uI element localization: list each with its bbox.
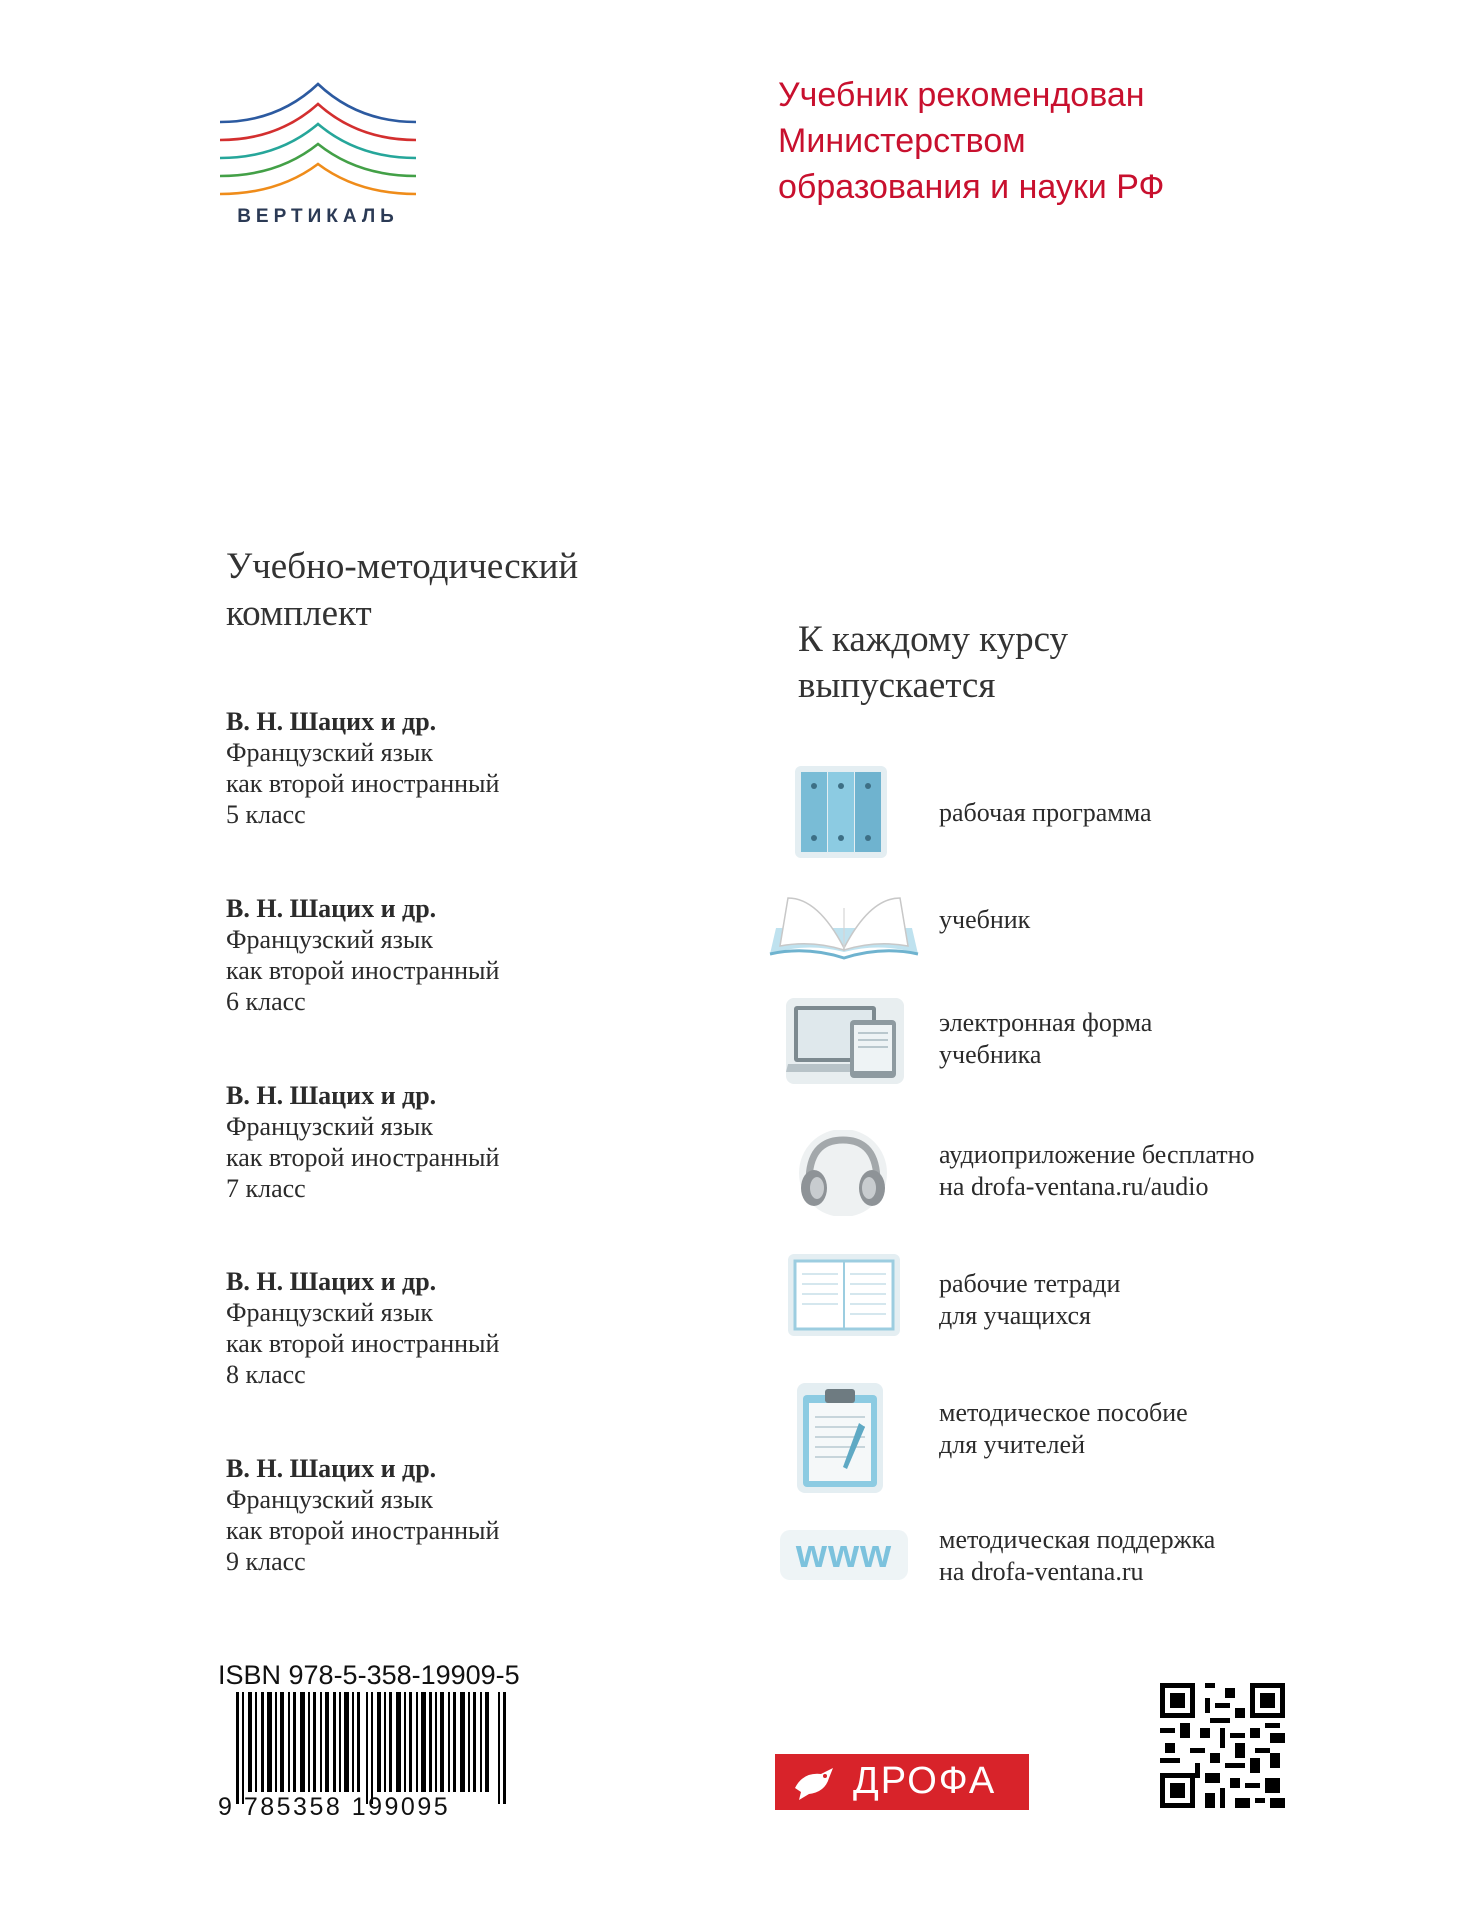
drofa-wordmark: ДРОФА (853, 1760, 997, 1802)
resource-line: на drofa-ventana.ru (939, 1557, 1144, 1586)
book-author: В. Н. Шацих и др. (226, 1267, 437, 1296)
resource-line: методическая поддержка (939, 1525, 1216, 1554)
book-author: В. Н. Шацих и др. (226, 707, 437, 736)
resource-label (939, 797, 1152, 829)
open-book-icon (766, 888, 922, 967)
book-grade: 6 класс (226, 987, 306, 1016)
book-subtitle: как второй иностранный (226, 1329, 500, 1358)
drofa-logo (775, 1754, 1029, 1810)
isbn-label: ISBN 978-5-358-19909-5 (218, 1660, 520, 1690)
vertikal-logo-waves-icon (218, 82, 418, 202)
resource-label (939, 1397, 1188, 1461)
book-author: В. Н. Шацих и др. (226, 1081, 437, 1110)
resource-line: аудиоприложение бесплатно (939, 1140, 1255, 1169)
www-icon (780, 1530, 908, 1580)
book-subtitle: как второй иностранный (226, 769, 500, 798)
recommendation-line: Министерством (778, 122, 1026, 160)
barcode-digits: 9 785358 199095 (218, 1793, 451, 1821)
www-icon-text: www (795, 1532, 893, 1576)
resource-line: для учащихся (939, 1301, 1091, 1330)
book-subject: Французский язык (226, 1298, 434, 1327)
course-title-line: выпускается (798, 665, 996, 706)
resource-line: рабочие тетради (939, 1269, 1121, 1298)
binders-icon (795, 766, 887, 863)
book-entry (226, 1266, 499, 1390)
course-title-line: К каждому курсу (798, 619, 1069, 660)
book-entry (226, 893, 499, 1017)
book-subject: Французский язык (226, 738, 434, 767)
resource-label (939, 1524, 1215, 1588)
book-grade: 8 класс (226, 1360, 306, 1389)
kit-title-line: комплект (226, 593, 372, 634)
book-entry (226, 706, 499, 830)
resource-label (939, 1007, 1152, 1071)
qr-code-icon (1160, 1682, 1285, 1809)
book-author: В. Н. Шацих и др. (226, 1454, 437, 1483)
resource-line: учебник (939, 905, 1031, 934)
bird-icon (785, 1754, 845, 1810)
book-entry (226, 1080, 499, 1204)
book-subject: Французский язык (226, 1485, 434, 1514)
book-grade: 9 класс (226, 1547, 306, 1576)
resource-line: рабочая программа (939, 798, 1152, 827)
resource-line: на drofa-ventana.ru/audio (939, 1172, 1209, 1201)
devices-icon (786, 998, 904, 1089)
barcode-icon (236, 1692, 508, 1804)
book-grade: 5 класс (226, 800, 306, 829)
recommendation-note (778, 72, 1378, 210)
book-subtitle: как второй иностранный (226, 956, 500, 985)
headphones-icon (797, 1130, 889, 1221)
book-grade: 7 класс (226, 1174, 306, 1203)
recommendation-line: Учебник рекомендован (778, 76, 1145, 114)
recommendation-line: образования и науки РФ (778, 168, 1165, 206)
book-subject: Французский язык (226, 1112, 434, 1141)
resource-line: для учителей (939, 1430, 1085, 1459)
kit-title-line: Учебно-методический (226, 546, 579, 587)
kit-title (226, 543, 578, 637)
notebook-icon (788, 1254, 900, 1341)
resource-line: электронная форма (939, 1008, 1153, 1037)
book-subject: Французский язык (226, 925, 434, 954)
clipboard-icon (797, 1383, 883, 1498)
book-entry (226, 1453, 499, 1577)
book-author: В. Н. Шацих и др. (226, 894, 437, 923)
vertikal-logo (218, 82, 418, 232)
resource-label (939, 904, 1030, 936)
logo-text: ВЕРТИКАЛЬ (237, 206, 399, 227)
book-subtitle: как второй иностранный (226, 1143, 500, 1172)
course-title (798, 617, 1068, 709)
book-subtitle: как второй иностранный (226, 1516, 500, 1545)
resource-label (939, 1268, 1120, 1332)
resource-line: методическое пособие (939, 1398, 1188, 1427)
resource-label (939, 1139, 1255, 1203)
resource-line: учебника (939, 1040, 1042, 1069)
